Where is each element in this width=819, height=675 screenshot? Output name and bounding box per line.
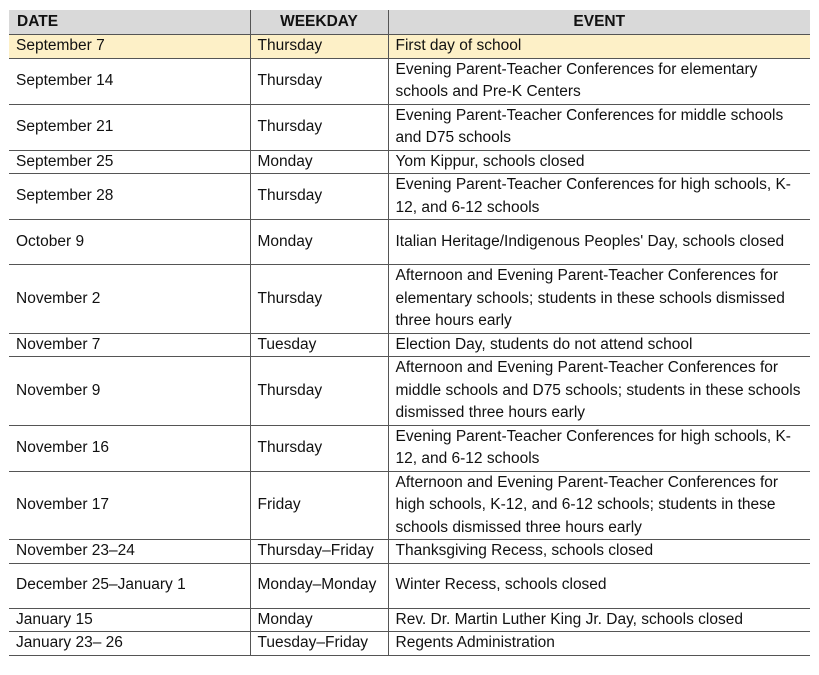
table-row	[9, 357, 810, 426]
event-cell: Afternoon and Evening Parent-Teacher Conferences for elementary schools; students in these schools dismissed three hours early	[388, 265, 810, 334]
weekday-cell: Monday	[250, 220, 388, 265]
weekday-cell: Thursday	[250, 425, 388, 471]
table-body	[9, 35, 810, 656]
event-cell: Afternoon and Evening Parent-Teacher Conferences for high schools, K-12, and 6-12 schools; students in these schools dismissed three hours early	[388, 471, 810, 540]
date-cell: November 9	[9, 357, 250, 426]
event-cell: Evening Parent-Teacher Conferences for elementary schools and Pre-K Centers	[388, 58, 810, 104]
event-cell: Thanksgiving Recess, schools closed	[388, 540, 810, 564]
table-row	[9, 58, 810, 104]
event-cell: Yom Kippur, schools closed	[388, 150, 810, 174]
table-header	[9, 10, 810, 35]
weekday-cell: Thursday	[250, 58, 388, 104]
table-row	[9, 333, 810, 357]
event-cell: Regents Administration	[388, 632, 810, 656]
weekday-cell: Monday	[250, 608, 388, 632]
table-row	[9, 540, 810, 564]
event-cell: Rev. Dr. Martin Luther King Jr. Day, schools closed	[388, 608, 810, 632]
table-row	[9, 563, 810, 608]
event-cell: First day of school	[388, 35, 810, 59]
event-cell: Election Day, students do not attend school	[388, 333, 810, 357]
date-cell: November 7	[9, 333, 250, 357]
table-row	[9, 104, 810, 150]
weekday-cell: Friday	[250, 471, 388, 540]
weekday-cell: Thursday	[250, 35, 388, 59]
event-cell: Italian Heritage/Indigenous Peoples' Day, schools closed	[388, 220, 810, 265]
table-row	[9, 425, 810, 471]
event-cell: Winter Recess, schools closed	[388, 563, 810, 608]
header-event: EVENT	[388, 10, 810, 35]
weekday-cell: Monday–Monday	[250, 563, 388, 608]
date-cell: January 23– 26	[9, 632, 250, 656]
weekday-cell: Tuesday	[250, 333, 388, 357]
date-cell: September 21	[9, 104, 250, 150]
header-date: DATE	[9, 10, 250, 35]
date-cell: September 25	[9, 150, 250, 174]
event-cell: Evening Parent-Teacher Conferences for high schools, K-12, and 6-12 schools	[388, 174, 810, 220]
date-cell: January 15	[9, 608, 250, 632]
table-row	[9, 632, 810, 656]
date-cell: September 28	[9, 174, 250, 220]
table-row	[9, 35, 810, 59]
date-cell: September 14	[9, 58, 250, 104]
date-cell: November 17	[9, 471, 250, 540]
event-cell: Evening Parent-Teacher Conferences for middle schools and D75 schools	[388, 104, 810, 150]
table-row	[9, 220, 810, 265]
weekday-cell: Tuesday–Friday	[250, 632, 388, 656]
header-row	[9, 10, 810, 35]
table-row	[9, 265, 810, 334]
date-cell: November 2	[9, 265, 250, 334]
event-cell: Afternoon and Evening Parent-Teacher Conferences for middle schools and D75 schools; students in these schools dismissed three hours early	[388, 357, 810, 426]
table-row	[9, 150, 810, 174]
event-cell: Evening Parent-Teacher Conferences for high schools, K-12, and 6-12 schools	[388, 425, 810, 471]
weekday-cell: Thursday–Friday	[250, 540, 388, 564]
weekday-cell: Thursday	[250, 265, 388, 334]
school-calendar-table	[9, 10, 810, 656]
table-row	[9, 471, 810, 540]
header-weekday: WEEKDAY	[250, 10, 388, 35]
weekday-cell: Thursday	[250, 104, 388, 150]
table-row	[9, 174, 810, 220]
date-cell: November 23–24	[9, 540, 250, 564]
weekday-cell: Thursday	[250, 357, 388, 426]
date-cell: September 7	[9, 35, 250, 59]
date-cell: October 9	[9, 220, 250, 265]
weekday-cell: Monday	[250, 150, 388, 174]
date-cell: November 16	[9, 425, 250, 471]
weekday-cell: Thursday	[250, 174, 388, 220]
date-cell: December 25–January 1	[9, 563, 250, 608]
table-row	[9, 608, 810, 632]
